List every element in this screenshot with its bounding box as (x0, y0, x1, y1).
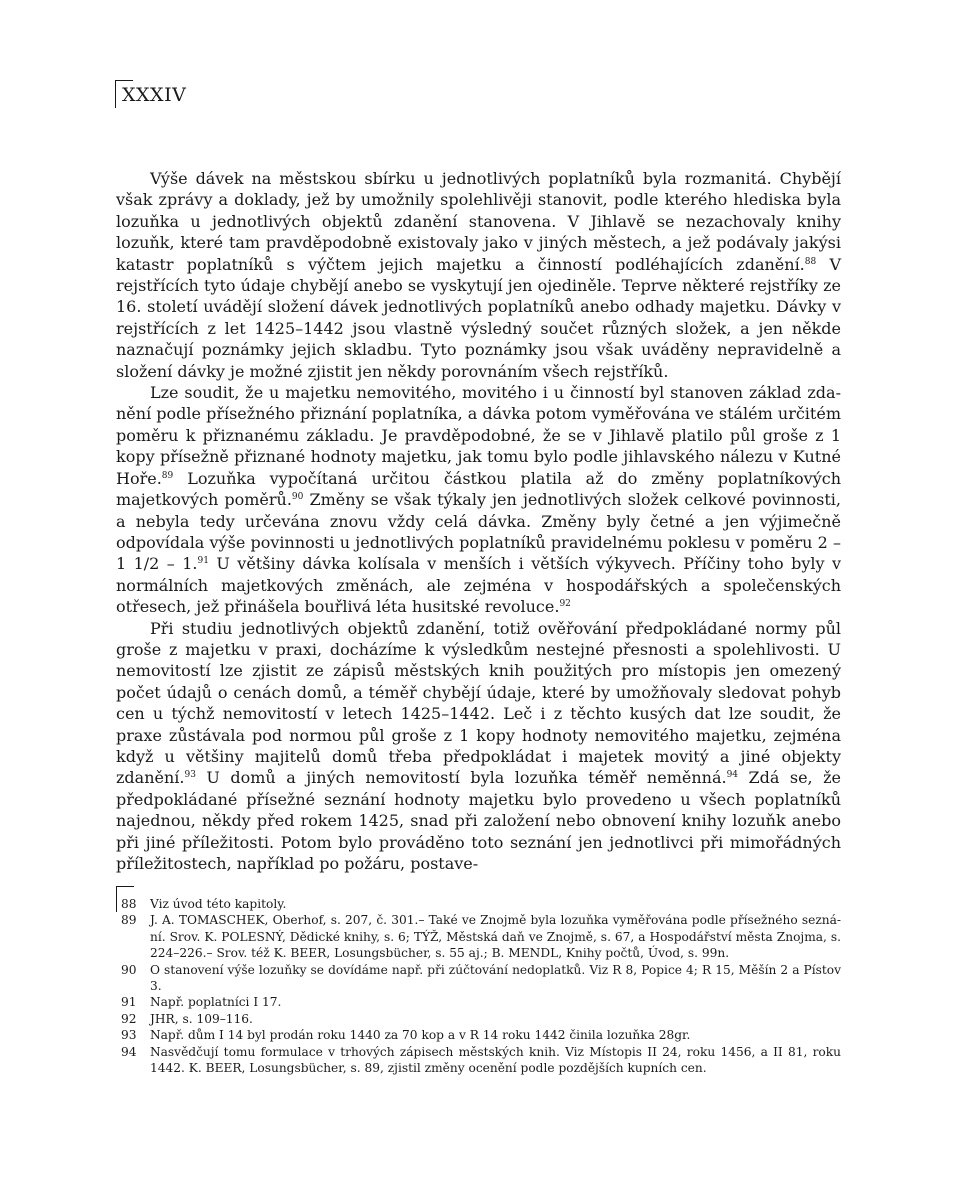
footnote-reference: 91 (197, 556, 209, 567)
footnote (116, 1027, 841, 1043)
footnote-text: O stanovení výše lozuňky se dovídáme např. při zúčtování nedoplatků. Viz R 8, Popice 4; R 15, Měšín 2 a Pístov 3. (150, 962, 841, 994)
footnote-number: 89 (121, 913, 137, 928)
footnote-text: JHR, s. 109–116. (150, 1011, 253, 1026)
text-run: Výše dávek na městskou sbírku u jednotlivých poplatníků byla rozmanitá. Chybějí však zprávy a doklady, jež by umožnily spolehlivěji stanovit, podle kterého hlediska byla lozuňka u jednotlivých objektů zdanění stanovena. V Jihlavě se nezachovaly knihy lozuňk, které tam pravděpodobně existovaly jako v jiných městech, a jež podávaly jakýsi katastr poplatníků s výčtem jejich majetku a činností podléhajících zdanění. (116, 169, 841, 274)
footnote-reference: 88 (804, 256, 817, 267)
footnote-reference: 93 (184, 770, 196, 781)
corner-mark (115, 80, 116, 108)
paragraph (116, 618, 841, 875)
footnote (116, 912, 841, 961)
text-run: Lozuňka vypočítaná určitou částkou platila až do změny poplatníkových majetkových poměrů. (116, 468, 841, 510)
text-run: Zdá se, že předpokládané přísežné seznání hodnoty majetku bylo provedeno u všech poplatníků najednou, někdy před rokem 1425, snad při založení nebo obnovení knihy lozuňk anebo při jiné příležitosti. Potom bylo prováděno toto seznání jen jednotlivci při mimořádných příležitostech, například po požáru, postave- (116, 768, 841, 873)
main-text (116, 168, 841, 874)
footnote (116, 1044, 841, 1077)
footnote-number: 91 (121, 995, 137, 1010)
footnote (116, 896, 841, 912)
page-number-label: XXXIV (122, 84, 187, 106)
footnote-number: 88 (121, 897, 137, 911)
footnote-reference: 89 (161, 470, 174, 481)
paragraph (116, 168, 841, 382)
text-run: Změny se však týkaly jen jednotlivých složek celkové povinnosti, a nebyla tedy určevána znovu vždy celá dávka. Změny byly četné a jen výjimečně odpovídala výše povinnosti u jednotlivých poplatníků pravidelnému poklesu v poměru 2 – 1 1/2 – 1. (116, 490, 841, 574)
text-run: U domů a jiných nemovitostí byla lozuňka téměř neměnná. (195, 768, 727, 788)
footnote-number: 94 (121, 1044, 137, 1059)
text-run: Při studiu jednotlivých objektů zdanění, totiž ověřování předpokládané normy půl groše z majetku v praxi, docházíme k výsledkům nestejné přesnosti a spolehlivosti. U nemovitostí lze zjistit ze zápisů městských knih použitých pro místopis jen omezený počet údajů o cenách domů, a téměř chybějí údaje, které by umožňovaly sledovat pohyb cen u týchž nemovitostí v letech 1425–1442. Leč i z těchto kusých dat lze soudit, že praxe zůstávala pod normou půl groše z 1 kopy hodnoty nemovitého majetku, zejména když u většiny majitelů domů třeba předpokládat i majetek movitý a jiné objekty zdanění. (116, 618, 841, 788)
footnote-list (116, 886, 841, 1076)
footnote-separator-mark (116, 886, 134, 887)
footnote-text: Viz úvod této kapitoly. (150, 897, 287, 911)
footnote (116, 962, 841, 995)
footnote-text: Např. poplatníci I 17. (150, 995, 282, 1010)
footnote (116, 1011, 841, 1027)
footnote-reference: 90 (291, 492, 304, 503)
footnote-reference: 94 (726, 770, 739, 781)
footnote-text: Např. dům I 14 byl prodán roku 1440 za 70 kop a v R 14 roku 1442 činila lozuňka 28gr. (150, 1028, 691, 1043)
paragraph (116, 382, 841, 617)
text-run: Lze soudit, že u majetku nemovitého, movitého i u činností byl stanoven základ zdanění podle přísežného přiznání poplatníka, a dávka potom vyměřována ve stálém určitém poměru k přiznanému základu. Je pravděpodobné, že se v Jihlavě platilo půl groše z 1 kopy přísežně přiznané hodnoty majetku, jak tomu bylo podle jihlavského nálezu v Kutné Hoře. (116, 383, 841, 488)
corner-mark (115, 80, 133, 81)
footnote-text: Nasvědčují tomu formulace v trhových zápisech městských knih. Viz Místopis II 24, roku 1456, a II 81, roku 1442. K. BEER, Losungsbücher, s. 89, zjistil změny ocenění podle pozdějších kupních cen. (150, 1044, 841, 1076)
page-number (115, 80, 186, 106)
footnote-text: J. A. TOMASCHEK, Oberhof, s. 207, č. 301.– Také ve Znojmě byla lozuňka vyměřována podle přísežného seznání. Srov. K. POLESNÝ, Dědické knihy, s. 6; TÝŽ, Městská daň ve Znojmě, s. 67, a Hospodářství města Znojma, s. 224–226.– Srov. též K. BEER, Losungsbücher, s. 55 aj.; B. MENDL, Knihy počtů, Úvod, s. 99n. (150, 913, 841, 961)
footnotes (116, 886, 841, 1076)
footnote-number: 90 (121, 962, 137, 977)
footnote-reference: 92 (559, 599, 571, 610)
footnote-number: 93 (121, 1028, 137, 1043)
text-run: U většiny dávka kolísala v menších i větších výkyvech. Příčiny toho byly v normálních majetkových změnách, ale zejména v hospodářských a společenských otřesech, jež přinášela bouřlivá léta husitské revoluce. (116, 554, 842, 617)
footnote-number: 92 (121, 1011, 137, 1026)
footnote (116, 994, 841, 1010)
text-run: V rejstřících tyto údaje chybějí anebo se vyskytují jen ojediněle. Teprve některé rejstříky ze 16. století uvádějí složení dávek jednotlivých poplatníků anebo odhady majetku. Dávky v rejstřících z let 1425–1442 jsou vlastně výsledný součet různých složek, a jen někde naznačují poznámky jejich skladbu. Tyto poznámky jsou však uváděny nepravidelně a složení dávky je možné zjistit jen někdy porovnáním všech rejstříků. (116, 254, 842, 381)
